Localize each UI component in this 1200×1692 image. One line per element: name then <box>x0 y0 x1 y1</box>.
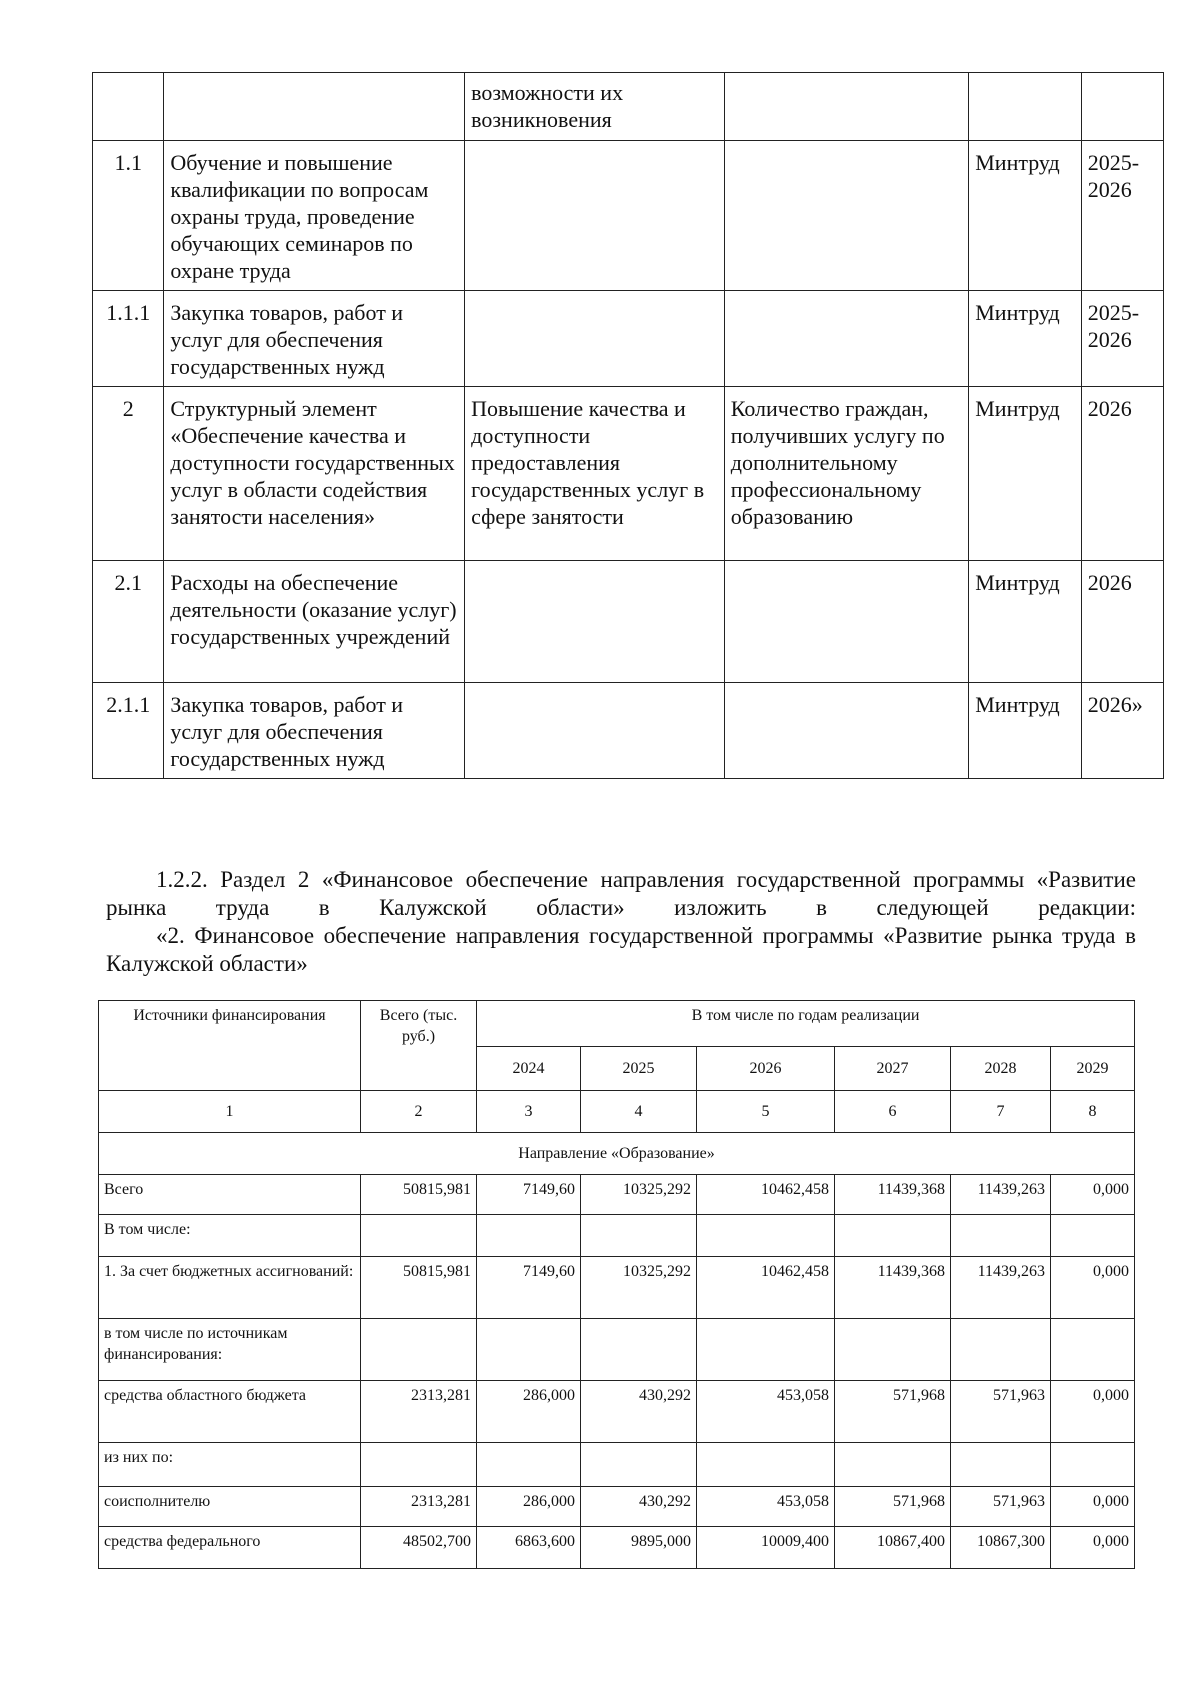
measure-name: Закупка товаров, работ и услуг для обеспечения государственных нужд <box>164 683 465 779</box>
value-cell: 0,000 <box>1051 1175 1135 1215</box>
value-cell <box>951 1443 1051 1487</box>
task-text <box>465 561 725 683</box>
value-cell: 286,000 <box>477 1487 581 1527</box>
header-year: 2028 <box>951 1047 1051 1091</box>
period: 2025-2026 <box>1081 141 1163 291</box>
row-label: 1. За счет бюджетных ассигнований: <box>99 1257 361 1319</box>
value-cell <box>581 1443 697 1487</box>
indicator-text: Количество граждан, получивших услугу по дополнительному профессиональному образованию <box>724 387 968 561</box>
col-number: 3 <box>477 1091 581 1133</box>
value-cell: 430,292 <box>581 1487 697 1527</box>
indicator-text <box>724 683 968 779</box>
value-cell: 11439,368 <box>835 1257 951 1319</box>
value-cell: 11439,368 <box>835 1175 951 1215</box>
value-cell: 11439,263 <box>951 1257 1051 1319</box>
col-number: 1 <box>99 1091 361 1133</box>
indicator-text <box>724 291 968 387</box>
task-text: Повышение качества и доступности предоставления государственных услуг в сфере занятости <box>465 387 725 561</box>
finance-table-body <box>99 1175 1135 1569</box>
row-label: средства областного бюджета <box>99 1381 361 1443</box>
finance-header-row <box>99 1001 1135 1047</box>
header-by-years: В том числе по годам реализации <box>477 1001 1135 1047</box>
row-number: 2.1.1 <box>93 683 164 779</box>
value-cell <box>697 1215 835 1257</box>
table-row <box>99 1443 1135 1487</box>
header-year: 2027 <box>835 1047 951 1091</box>
value-cell <box>1051 1215 1135 1257</box>
value-cell <box>1051 1319 1135 1381</box>
measures-table <box>92 72 1164 779</box>
table-row <box>93 141 1164 291</box>
table-row <box>93 561 1164 683</box>
value-cell: 0,000 <box>1051 1527 1135 1569</box>
table-row <box>99 1381 1135 1443</box>
measure-name: Расходы на обеспечение деятельности (оказание услуг) государственных учреждений <box>164 561 465 683</box>
value-cell: 0,000 <box>1051 1381 1135 1443</box>
task-text <box>465 683 725 779</box>
col-number: 7 <box>951 1091 1051 1133</box>
period: 2026 <box>1081 387 1163 561</box>
row-number: 2 <box>93 387 164 561</box>
value-cell <box>835 1443 951 1487</box>
table-row <box>93 73 1164 141</box>
value-cell: 48502,700 <box>361 1527 477 1569</box>
measure-name <box>164 73 465 141</box>
value-cell <box>835 1319 951 1381</box>
paragraph-1: 1.2.2. Раздел 2 «Финансовое обеспечение направления государственной программы «Развитие рынка труда в Калужской области» изложить в следующей редакции: <box>106 867 1136 920</box>
header-year: 2029 <box>1051 1047 1135 1091</box>
header-total: Всего (тыс. руб.) <box>361 1001 477 1091</box>
col-number: 6 <box>835 1091 951 1133</box>
row-number: 1.1.1 <box>93 291 164 387</box>
measures-table-body <box>93 73 1164 779</box>
row-number: 1.1 <box>93 141 164 291</box>
value-cell <box>1051 1443 1135 1487</box>
value-cell: 0,000 <box>1051 1257 1135 1319</box>
table-row <box>93 387 1164 561</box>
row-label: В том числе: <box>99 1215 361 1257</box>
value-cell <box>951 1215 1051 1257</box>
finance-table <box>98 1000 1135 1569</box>
measure-name: Обучение и повышение квалификации по вопросам охраны труда, проведение обучающих семинаров по охране труда <box>164 141 465 291</box>
col-number: 5 <box>697 1091 835 1133</box>
task-text: возможности их возникновения <box>465 73 725 141</box>
value-cell: 7149,60 <box>477 1175 581 1215</box>
table-row <box>99 1487 1135 1527</box>
value-cell: 286,000 <box>477 1381 581 1443</box>
period: 2026» <box>1081 683 1163 779</box>
value-cell <box>477 1319 581 1381</box>
table-row <box>99 1257 1135 1319</box>
value-cell <box>697 1443 835 1487</box>
row-label: в том числе по источникам финансирования: <box>99 1319 361 1381</box>
header-year: 2025 <box>581 1047 697 1091</box>
table-row <box>99 1175 1135 1215</box>
value-cell <box>835 1215 951 1257</box>
value-cell: 10867,400 <box>835 1527 951 1569</box>
value-cell <box>361 1319 477 1381</box>
value-cell: 10325,292 <box>581 1175 697 1215</box>
value-cell: 571,963 <box>951 1381 1051 1443</box>
executor: Минтруд <box>969 141 1082 291</box>
table-row <box>99 1319 1135 1381</box>
value-cell: 453,058 <box>697 1381 835 1443</box>
value-cell: 10462,458 <box>697 1257 835 1319</box>
period: 2025-2026 <box>1081 291 1163 387</box>
row-label: соисполнителю <box>99 1487 361 1527</box>
period <box>1081 73 1163 141</box>
executor: Минтруд <box>969 291 1082 387</box>
table-row <box>93 683 1164 779</box>
executor <box>969 73 1082 141</box>
measure-name: Структурный элемент «Обеспечение качества и доступности государственных услуг в области содействия занятости населения» <box>164 387 465 561</box>
table-row <box>99 1527 1135 1569</box>
task-text <box>465 141 725 291</box>
row-number: 2.1 <box>93 561 164 683</box>
value-cell <box>477 1443 581 1487</box>
value-cell: 11439,263 <box>951 1175 1051 1215</box>
executor: Минтруд <box>969 561 1082 683</box>
header-sources: Источники финансирования <box>99 1001 361 1091</box>
col-number: 2 <box>361 1091 477 1133</box>
value-cell <box>361 1443 477 1487</box>
header-year: 2026 <box>697 1047 835 1091</box>
value-cell: 430,292 <box>581 1381 697 1443</box>
value-cell: 50815,981 <box>361 1257 477 1319</box>
row-label: из них по: <box>99 1443 361 1487</box>
value-cell: 571,968 <box>835 1487 951 1527</box>
value-cell <box>361 1215 477 1257</box>
value-cell <box>477 1215 581 1257</box>
header-year: 2024 <box>477 1047 581 1091</box>
row-number <box>93 73 164 141</box>
paragraph-2: «2. Финансовое обеспечение направления государственной программы «Развитие рынка труда в Калужской области» <box>106 923 1136 976</box>
executor: Минтруд <box>969 387 1082 561</box>
value-cell: 10009,400 <box>697 1527 835 1569</box>
value-cell: 2313,281 <box>361 1381 477 1443</box>
finance-section-row <box>99 1133 1135 1175</box>
col-number: 4 <box>581 1091 697 1133</box>
section-title: Направление «Образование» <box>99 1133 1135 1175</box>
table-row <box>99 1215 1135 1257</box>
value-cell <box>697 1319 835 1381</box>
period: 2026 <box>1081 561 1163 683</box>
task-text <box>465 291 725 387</box>
value-cell: 453,058 <box>697 1487 835 1527</box>
value-cell <box>581 1215 697 1257</box>
value-cell: 571,968 <box>835 1381 951 1443</box>
value-cell: 6863,600 <box>477 1527 581 1569</box>
value-cell: 10325,292 <box>581 1257 697 1319</box>
table-row <box>93 291 1164 387</box>
value-cell: 0,000 <box>1051 1487 1135 1527</box>
executor: Минтруд <box>969 683 1082 779</box>
col-number: 8 <box>1051 1091 1135 1133</box>
value-cell: 571,963 <box>951 1487 1051 1527</box>
indicator-text <box>724 73 968 141</box>
row-label: средства федерального <box>99 1527 361 1569</box>
indicator-text <box>724 141 968 291</box>
value-cell: 2313,281 <box>361 1487 477 1527</box>
value-cell: 10867,300 <box>951 1527 1051 1569</box>
value-cell: 10462,458 <box>697 1175 835 1215</box>
row-label: Всего <box>99 1175 361 1215</box>
value-cell <box>581 1319 697 1381</box>
measure-name: Закупка товаров, работ и услуг для обеспечения государственных нужд <box>164 291 465 387</box>
value-cell: 7149,60 <box>477 1257 581 1319</box>
value-cell: 50815,981 <box>361 1175 477 1215</box>
value-cell: 9895,000 <box>581 1527 697 1569</box>
value-cell <box>951 1319 1051 1381</box>
finance-colnum-row <box>99 1091 1135 1133</box>
indicator-text <box>724 561 968 683</box>
